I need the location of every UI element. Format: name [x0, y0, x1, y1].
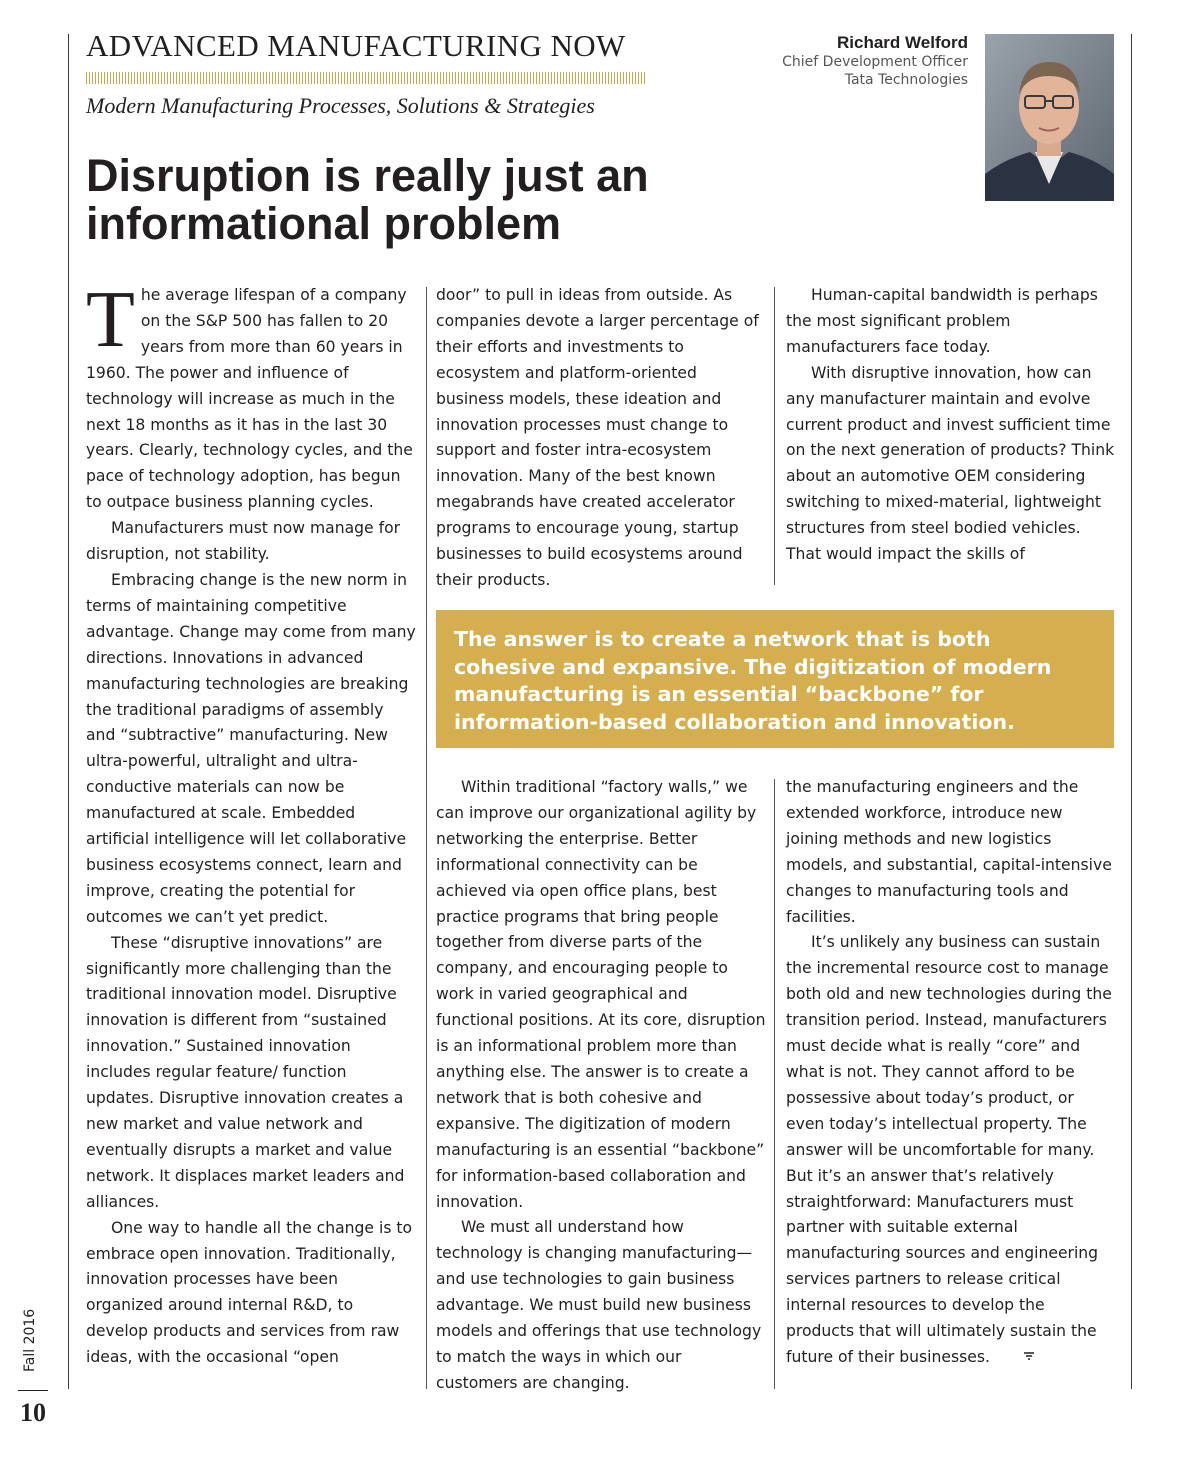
paragraph: These “disruptive innovations” are significantly more challenging than the traditional innovation model. Disruptive innovation is different from “sustained innovation.” Sustained innovation includes regular feature/ function updates. Disruptive innovation creates a new market and value network and eventually disrupts a market and value network. It displaces market leaders and alliances.	[86, 933, 405, 1211]
article-column-1	[86, 276, 416, 1371]
author-company: Tata Technologies	[844, 72, 968, 88]
author-name: Richard Welford	[837, 33, 968, 52]
paragraph: Within traditional “factory walls,” we can improve our organizational agility by networking the enterprise. Better informational connectivity can be achieved via open office plans, best practice programs that bring people together from diverse parts of the company, and encouraging people to work in varied geographical and functional positions. At its core, disruption is an informational problem more than anything else. The answer is to create a network that is both cohesive and expansive. The digitization of modern manufacturing is an essential “backbone” for information-based collaboration and innovation.	[436, 778, 766, 1211]
paragraph: One way to handle all the change is to embrace open innovation. Traditionally, innovation processes have been organized around internal R&D, to develop products and services from raw ideas, with the occasional “open	[86, 1218, 413, 1367]
paragraph: We must all understand how technology is changing manufacturing—and use technologies to gain business advantage. We must build new business models and offerings that use technology to match the ways in which our customers are changing.	[436, 1218, 762, 1392]
paragraph: Manufacturers must now manage for disruption, not stability.	[86, 519, 401, 564]
article-column-2-bottom	[436, 775, 766, 1397]
page-number: 10	[20, 1398, 46, 1427]
paragraph: the manufacturing engineers and the extended workforce, introduce new joining methods and new logistics models, and substantial, capital-intensive changes to manufacturing tools and facilities.	[786, 778, 1112, 926]
drop-cap: T	[86, 276, 135, 364]
author-photo	[985, 34, 1114, 201]
left-frame-rule	[68, 34, 69, 1389]
author-title: Chief Development Officer	[782, 54, 968, 70]
folio-rule	[18, 1390, 48, 1391]
paragraph-text: It’s unlikely any business can sustain the incremental resource cost to manage both old and new technologies during the transition period. Instead, manufacturers must decide what is really “core” and what is not. They cannot afford to be possessive about today’s product, or even today’s intellectual property. The answer will be uncomfortable for many. But it’s an answer that’s relatively straightforward: Manufacturers must partner with suitable external manufacturing sources and engineering services partners to release critical internal resources to develop the products that will ultimately sustain the future of their businesses.	[786, 933, 1112, 1366]
masthead-title: ADVANCED MANUFACTURING NOW	[86, 28, 626, 63]
column-divider	[774, 287, 775, 585]
masthead-rule	[86, 72, 646, 84]
article-column-3-bottom	[786, 775, 1116, 1372]
paragraph-text: he average lifespan of a company on the S&P 500 has fallen to 20 years from more than 60 years in 1960. The power and influence of technology will increase as much in the next 18 months as it has in the last 30 years. Clearly, technology cycles, and the pace of technology adoption, has begun to outpace business planning cycles.	[86, 286, 413, 512]
pull-quote-text: The answer is to create a network that is both cohesive and expansive. The digitization of modern manufacturing is an essential “backbone” for information-based collaboration and innovation.	[454, 627, 1052, 734]
article-headline: Disruption is really just an informational problem	[86, 150, 649, 249]
issue-label: Fall 2016	[22, 1308, 38, 1372]
column-divider	[774, 779, 775, 1389]
author-byline	[782, 33, 968, 89]
column-divider	[426, 287, 427, 1389]
article-column-3-top	[786, 283, 1116, 568]
right-frame-rule	[1131, 34, 1132, 1389]
paragraph: Embracing change is the new norm in terms of maintaining competitive advantage. Change may come from many directions. Innovations in advanced manufacturing technologies are breaking the traditional paradigms of assembly and “subtractive” manufacturing. New ultra-powerful, ultralight and ultra-conductive materials can now be manufactured at scale. Embedded artificial intelligence will let collaborative business ecosystems connect, learn and improve, creating the potential for outcomes we can’t yet predict.	[86, 570, 416, 926]
paragraph: door” to pull in ideas from outside. As companies devote a larger percentage of their efforts and investments to ecosystem and platform-oriented business models, these ideation and innovation processes must change to support and foster intra-ecosystem innovation. Many of the best known megabrands have created accelerator programs to encourage young, startup businesses to build ecosystems around their products.	[436, 286, 759, 589]
paragraph: With disruptive innovation, how can any manufacturer maintain and evolve current product and invest sufficient time on the next generation of products? Think about an automotive OEM considering switching to mixed-material, lightweight structures from steel bodied vehicles. That would impact the skills of	[786, 363, 1115, 564]
paragraph	[786, 930, 1116, 1371]
paragraph	[86, 276, 416, 516]
end-of-article-icon	[998, 1346, 1035, 1372]
masthead-tagline: Modern Manufacturing Processes, Solutions & Strategies	[86, 93, 595, 118]
pull-quote	[436, 610, 1114, 748]
paragraph: Human-capital bandwidth is perhaps the most significant problem manufacturers face today.	[786, 286, 1098, 356]
article-column-2-top	[436, 283, 766, 594]
